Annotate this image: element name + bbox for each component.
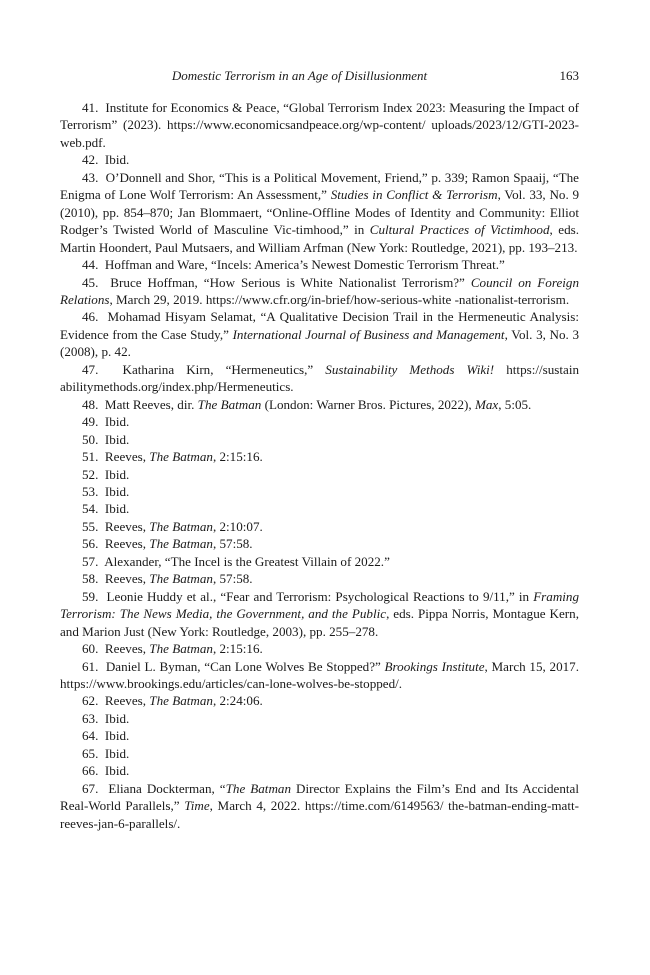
endnote-title-italic: The Batman <box>149 518 213 534</box>
endnote-text: , March 4, 2022. https://time.com/6149563/ the-batman-ending-matt-reeves-jan-6-parallels/. <box>60 798 579 831</box>
endnote-title-italic: Studies in Conflict & Terrorism <box>330 187 498 203</box>
endnote-title-italic: Time <box>184 798 210 814</box>
page-number: 163 <box>559 68 579 83</box>
endnote-text: Reeves, <box>104 693 150 709</box>
endnote-number: 62. <box>82 693 99 709</box>
endnote-text: Alexander, “The Incel is the Greatest Villain of 2022.” <box>104 553 390 569</box>
endnote <box>60 588 579 640</box>
endnote <box>60 640 579 657</box>
endnote-text: Reeves, <box>104 536 150 552</box>
endnote-title-italic: The Batman <box>225 780 291 796</box>
endnote <box>60 99 579 151</box>
endnote-number: 49. <box>82 414 99 430</box>
endnote-text: Ibid. <box>104 745 130 761</box>
endnote-title-italic: Framing Terrorism: The News Media, the Government, and the Public <box>60 588 580 622</box>
endnote-text: Ibid. <box>104 728 130 744</box>
endnote-text: , Vol. 3, No. 3 (2008), p. 42. <box>60 326 579 360</box>
endnote-text: Reeves, <box>104 518 150 534</box>
endnote <box>60 745 579 762</box>
endnote-text: , 57:58. <box>212 571 253 587</box>
endnote-title-italic: International Journal of Business and Management <box>232 326 505 342</box>
endnote <box>60 658 579 693</box>
endnote <box>60 256 579 273</box>
endnote <box>60 483 579 500</box>
endnote-number: 42. <box>82 152 99 168</box>
endnote <box>60 535 579 552</box>
endnote-text: Eliana Dockterman, “ <box>108 780 226 796</box>
endnote <box>60 727 579 744</box>
endnote-title-italic: The Batman <box>149 571 213 587</box>
endnote <box>60 466 579 483</box>
endnote-number: 60. <box>82 641 99 657</box>
endnote-number: 43. <box>82 169 99 185</box>
endnote-title-italic: The Batman <box>149 449 213 465</box>
endnote-text: Ibid. <box>104 466 130 482</box>
endnote-text: Institute for Economics & Peace, “Global Terrorism Index 2023: Measuring the Impact of Terrorism” (2023). https://www.economicsandpeace.org/wp-content/ uploads/2023/12/GTI-2023-web.pdf. <box>60 100 579 150</box>
endnote-text: Hoffman and Ware, “Incels: America’s Newest Domestic Terrorism Threat.” <box>104 257 505 273</box>
running-head-title: Domestic Terrorism in an Age of Disillusionment <box>171 68 428 83</box>
endnote <box>60 274 579 309</box>
endnote-text: , eds. Martin Hoondert, Paul Mutsaers, and William Arfman (New York: Routledge, 2021), pp. 193–213. <box>60 222 579 255</box>
endnote-title-italic: Cultural Practices of Victimhood <box>369 222 550 238</box>
endnote-number: 55. <box>82 518 99 534</box>
endnote-text: Ibid. <box>104 483 130 499</box>
endnote-text: (London: Warner Bros. Pictures, 2022), <box>261 396 475 412</box>
endnote-number: 48. <box>82 396 99 412</box>
endnote-title-italic: The Batman <box>149 693 213 709</box>
endnote-text: , 2:15:16. <box>212 449 263 465</box>
endnotes-list <box>60 99 579 832</box>
endnote-title-italic: Sustainability Methods Wiki! <box>325 361 495 377</box>
endnote-number: 54. <box>82 501 99 517</box>
endnote-number: 53. <box>82 483 99 499</box>
endnote-text: Daniel L. Byman, “Can Lone Wolves Be Stopped?” <box>105 658 385 674</box>
endnote-number: 52. <box>82 466 99 482</box>
endnote-text: Leonie Huddy et al., “Fear and Terrorism: Psychological Reactions to 9/11,” in <box>106 588 534 604</box>
endnote-number: 51. <box>82 449 99 465</box>
endnote-number: 57. <box>82 553 99 569</box>
endnote-number: 58. <box>82 571 99 587</box>
endnote-number: 44. <box>82 257 99 273</box>
endnote <box>60 518 579 535</box>
endnote <box>60 396 579 413</box>
endnote-title-italic: The Batman <box>149 641 213 657</box>
endnote-number: 45. <box>82 274 99 290</box>
endnote-text: https://sustain abilitymethods.org/index.php/Hermeneutics. <box>60 361 579 395</box>
endnote-text: , eds. Pippa Norris, Montague Kern, and Marion Just (New York: Routledge, 2003), pp. 255–278. <box>60 606 579 639</box>
endnote-text: , 57:58. <box>212 536 253 552</box>
endnote <box>60 570 579 587</box>
endnote-number: 63. <box>82 710 99 726</box>
endnote <box>60 553 579 570</box>
endnote-text: O’Donnell and Shor, “This is a Political Movement, Friend,” p. 339; Ramon Spaaij, “The Enigma of Lone Wolf Terrorism: An Assessment,” <box>60 169 579 203</box>
endnote-number: 67. <box>82 780 99 796</box>
endnote-number: 66. <box>82 763 99 779</box>
endnote <box>60 431 579 448</box>
endnote-text: Reeves, <box>104 641 150 657</box>
endnote-text: Director Explains the Film’s End and Its Accidental Real-World Parallels,” <box>60 780 579 814</box>
endnote-text: Reeves, <box>104 571 150 587</box>
endnote <box>60 169 579 256</box>
endnote-text: Ibid. <box>104 710 130 726</box>
endnote-title-italic: Council on Foreign Relations <box>60 274 579 307</box>
endnote-number: 59. <box>82 588 99 604</box>
endnote-text: , 2:24:06. <box>212 693 263 709</box>
endnote-text: , 5:05. <box>498 396 532 412</box>
endnote-number: 50. <box>82 431 99 447</box>
endnote <box>60 448 579 465</box>
endnote-text: Ibid. <box>104 152 130 168</box>
endnote <box>60 692 579 709</box>
endnote-title-italic: Brookings Institute <box>384 658 485 674</box>
endnote-number: 65. <box>82 745 99 761</box>
endnote <box>60 780 579 832</box>
endnote-text: Reeves, <box>104 449 150 465</box>
endnote-text: Ibid. <box>104 763 130 779</box>
endnote-text: Katharina Kirn, “Hermeneutics,” <box>122 361 326 377</box>
endnote <box>60 308 579 360</box>
endnote-text: , March 15, 2017. https://www.brookings.edu/articles/can-lone-wolves-be-stopped/. <box>60 658 579 691</box>
endnote-text: Mohamad Hisyam Selamat, “A Qualitative Decision Trail in the Hermeneutic Analysis: Evidence from the Case Study,” <box>60 309 580 342</box>
endnote-title-italic: The Batman <box>197 396 262 412</box>
endnote-text: Ibid. <box>104 414 130 430</box>
endnote-text: Bruce Hoffman, “How Serious is White Nationalist Terrorism?” <box>110 274 471 290</box>
endnote-text: , Vol. 33, No. 9 (2010), pp. 854–870; Jan Blommaert, “Online-Offline Modes of Identity and Community: Elliot Rodger’s Twisted World of Masculine Vic-timhood,” in <box>60 187 580 238</box>
endnote <box>60 413 579 430</box>
endnote-text: Matt Reeves, dir. <box>104 396 198 412</box>
endnote-number: 46. <box>82 309 99 325</box>
endnote <box>60 710 579 727</box>
endnote <box>60 151 579 168</box>
endnote-number: 41. <box>82 100 99 115</box>
endnote-title-italic: Max <box>474 396 499 412</box>
endnote <box>60 762 579 779</box>
endnote-text: , March 29, 2019. https://www.cfr.org/in-brief/how-serious-white -nationalist-terrorism. <box>109 291 570 307</box>
endnote-number: 56. <box>82 536 99 552</box>
endnote-number: 61. <box>82 658 99 674</box>
endnote-number: 47. <box>82 361 99 377</box>
endnote-text: Ibid. <box>104 501 130 517</box>
endnote-text: Ibid. <box>104 431 130 447</box>
endnote-title-italic: The Batman <box>149 536 213 552</box>
endnote-text: , 2:10:07. <box>212 518 263 534</box>
running-head <box>60 68 579 86</box>
endnote-number: 64. <box>82 728 99 744</box>
endnote <box>60 361 579 396</box>
endnote-text: , 2:15:16. <box>212 641 263 657</box>
endnote <box>60 500 579 517</box>
